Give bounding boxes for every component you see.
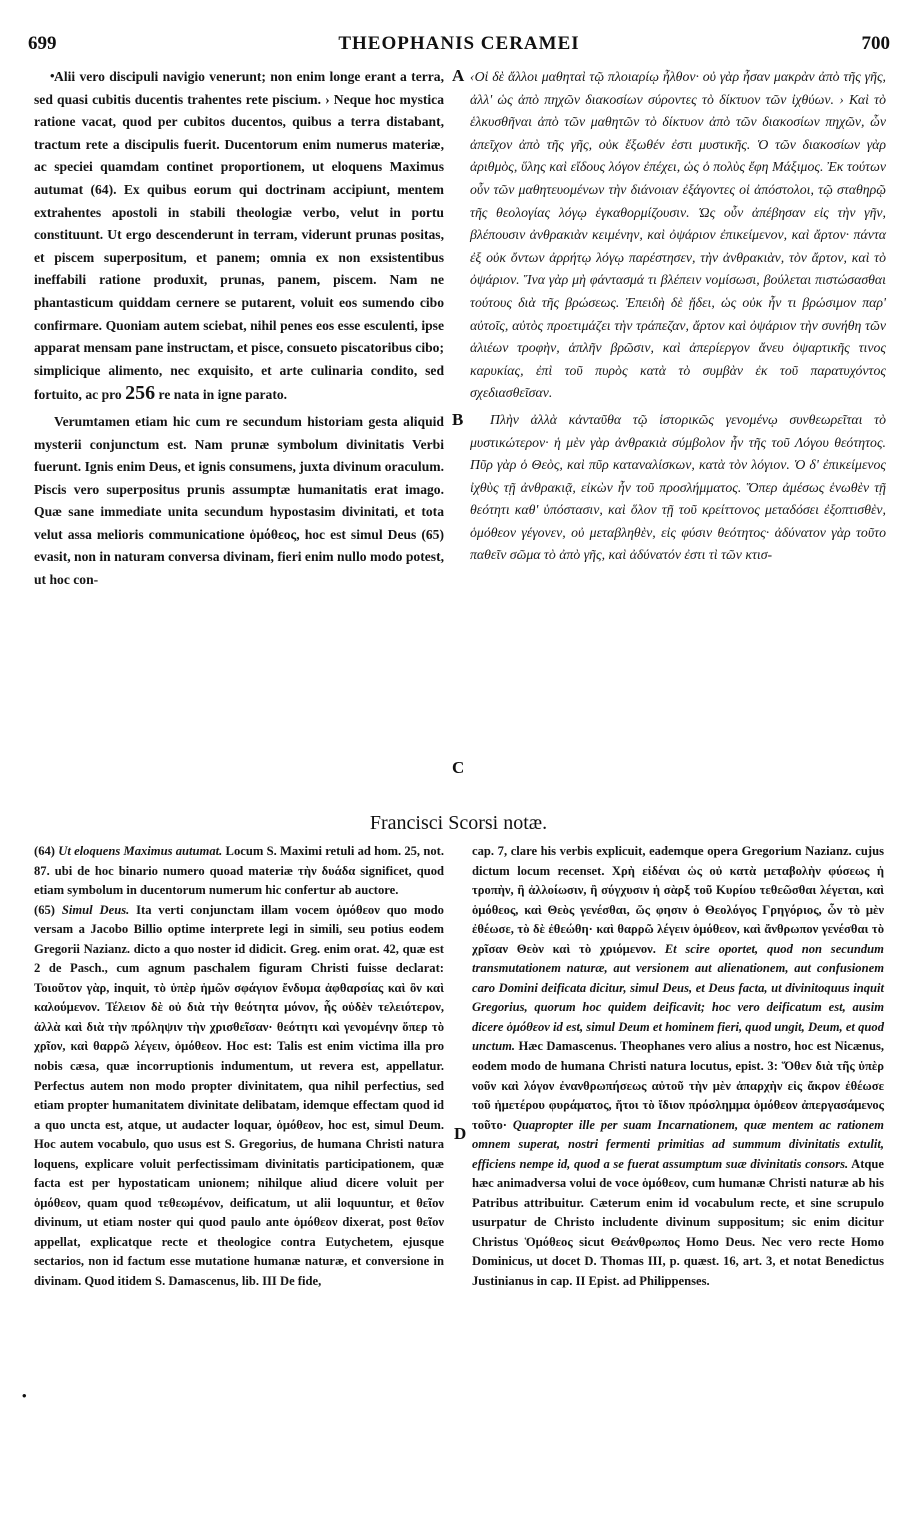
- note-text-e: Atque hæc animadversa volui de voce ὁμόθεον, cum humanæ Christi naturæ ab his Patribus attribuitur. Cæterum enim id vocabulum recte, et sine scrupulo usurpatur de Christo includente divinum suppositum; sic enim dicitur Christus Ὁμόθεος sicut Θεάνθρωπος Homo Deus. Nec vero recte Homo Dominicus, ut docet D. Thomas III, p. quæst. 16, art. 3, et notat Benedictus Justinianus in cap. II Epist. ad Philippenses.: [472, 1156, 884, 1289]
- latin-paragraph-2: Verumtamen etiam hic cum re secundum historiam gesta aliquid mysterii conjunctum est. Nam prunæ symbolum divinitatis Verbi fuerunt. Ignis enim Deus, et ignis consumens, juxta divinum oraculum. Piscis vero superpositus prunis assumptæ humanitatis erat imago. Quæ sane immediate unita secundum hypostasim divinitati, et tota velut assa melioris communicatione ὁμόθεος, hoc est simul Deus (65) evasit, non in naturam conversa divinam, fieri enim nullo modo potest, ut hoc con-: [34, 413, 444, 588]
- note-text-a: cap. 7, clare his verbis explicuit, eademque opera Gregorium Nazianz. cujus dictum locum recenset. Χρὴ εἰδέναι ὡς οὐ κατὰ μεταβολὴν φύσεως ἡ τροπὴν, ἢ ἀλλοίωσιν, ἢ σύγχυσιν ἡ σὰρξ τοῦ Κυρίου τεθεῶσθαι λέγεται, καὶ ὁμόθεος, καὶ Θεὸς γενέσθαι, ὥς φησιν ὁ Θεολόγος Γρηγόριος, ὧν τὸ μὲν ἐθέωσε, τὸ δὲ ἐθεώθη· καὶ θαρρῶ λέγειν ὁμόθεον, καὶ ἄνθρωπον γενέσθαι τὸ χρῖσαν Θεὸν καὶ τὸ χριόμενον.: [472, 844, 884, 956]
- latin-paragraph-1-text-a: Alii vero discipuli navigio venerunt; non enim longe erant a terra, sed quasi cubitis ducentis trahentes rete piscium. › Neque hoc mystica ratione vacat, quod per cubitos ducentos, quibus a terra distabant, tractum rete a discipulis fuerit. Ducentorum enim numerus materiæ, ac speciei quamdam continet proportionem, ut eloquens Maximus autumat (64). Ex quibus eorum qui doctrinam accipiunt, mentem extrahentes apostoli in stabili theologiæ verbo, velut in portu constituunt. Ut ergo descenderunt in terram, viderunt prunas positas, et piscem superpositum, et panem; omnia ex non exsistentibus ineffabili ratione produxit, prunas, panem, piscem. Nam ne phantasticum quiddam cernere se putarent, voluit eos sumendo cibo confirmare. Quoniam autem sciebat, nihil penes eos esse esculenti, ipse apparat mensam pane instructam, et pisce, consueto piscatoribus cibo; simplicique alimento, nec exquisito, et arte culinaria condito, sed fortuito, ac pro: [34, 69, 444, 403]
- page-number-left: 699: [28, 33, 57, 54]
- margin-letter-c: C: [452, 758, 465, 777]
- latin-column: [34, 66, 444, 592]
- bullet-mark: •: [50, 68, 55, 83]
- margin-letter-a: A: [452, 66, 465, 85]
- latin-paragraph-1: [34, 66, 444, 407]
- note-64-number: (64): [34, 844, 55, 858]
- note-64: [34, 842, 444, 901]
- note-64-lemma: Ut eloquens Maximus autumat.: [58, 844, 223, 858]
- note-text-b: Et scire oportet, quod non secundum transmutationem naturæ, aut versionem aut alienationem, aut confusionem caro Domini deificata dicitur, simul Deus, et Deus facta, ut divinitoquus inquit Gregorius, quorum hoc quidem deificavit; hoc vero deificatum est, ausim dicere ὁμόθεον id est, simul Deum et hominem fieri, quod ungit, Deum, et quod unctum.: [472, 941, 884, 1054]
- note-text-d: Quapropter ille per suam Incarnationem, quæ mentem ac rationem omnem superat, nostri fermenti primitias ad summum divinitatis extulit, efficiens nempe id, quod a se fuerat assumptum suæ divinitatis consors.: [472, 1117, 884, 1171]
- bullet-mark: •: [22, 1388, 27, 1403]
- greek-column: [470, 66, 886, 567]
- notes-heading: Francisci Scorsi notæ.: [369, 812, 548, 834]
- note-64-text: Locum S. Maximi retuli ad hom. 25, not. 87. ubi de hoc binario numero quoad materiæ τὴν δυάδα significet, quod etiam symbolum in ducentorum numerum hic confertur ab auctore.: [34, 844, 444, 898]
- note-65-lemma: Simul Deus.: [61, 902, 130, 917]
- note-text-c: Hæc Damascenus. Theophanes vero alius a nostro, hoc est Nicænus, eodem modo de humana Christi natura locutus, epist. 3: Ὅθεν διὰ τῆς ὑπὲρ νοῦν καὶ λόγον ἐνανθρωπήσεως αὐτοῦ τὴν μὲν ἀπαρχὴν εἰς ἄκρον ἐθέωσε τοῦ ἡμετέρου φυράματος, ἥτοι τὸ ἴδιον πρόσλημμα ὁμόθεον ἀπεργασάμενος τοῦτο·: [472, 1039, 884, 1132]
- latin-paragraph-1-text-b: re nata in igne parato.: [158, 387, 288, 403]
- greek-paragraph-2: Πλὴν ἀλλὰ κἀνταῦθα τῷ ἱστορικῶς γενομένῳ συνθεωρεῖται τὸ μυστικώτερον· ἡ μὲν γὰρ ἀνθρακιὰ σύμβολον ἦν τῆς τοῦ Λόγου θεότητος. Πῦρ γὰρ ὁ Θεὸς, καὶ πῦρ καταναλίσκων, κατὰ τὸν λόγιον. Ὁ δ' ἐπικείμενος ἰχθὺς τῇ ἀνθρακιᾷ, εἰκὼν ἦν τοῦ προσλήμματος. Ὅπερ ἀμέσως ἑνωθὲν τῇ θεότητι καθ' ὑπόστασιν, καὶ ὅλον τῇ τοῦ κρείττονος μεταδόσει ἐξοπτισθὲν, ὁμόθεον γέγονεν, οὐ μεταβληθὲν, εἰς φύσιν θεότητος· ἀδύνατον γὰρ τοῦτο παθεῖν σῶμα τὸ ἀπὸ γῆς, καὶ ἀδύνατόν ἐστι τὶ τῶν κτισ-: [470, 411, 886, 563]
- greek-paragraph-1: ‹Οἱ δὲ ἄλλοι μαθηταὶ τῷ πλοιαρίῳ ἦλθον· οὐ γὰρ ἦσαν μακρὰν ἀπὸ τῆς γῆς, ἀλλ' ὡς ἀπὸ πηχῶν διακοσίων σύροντες τὸ δίκτυον τῶν ἰχθύων. › Καὶ τὸ ἑλκυσθῆναι ἀπὸ τῶν μαθητῶν τὸ δίκτυον ἀπὸ τῶν διακοσίων πηχῶν, ὧν ἀπεῖχον ἀπὸ τῆς γῆς, οὐκ ἔξωθέν ἐστι μυστικῆς. Ὁ τῶν διακοσίων γὰρ ἀριθμὸς, ὕλης καὶ εἴδους λόγον ἐπέχει, ὡς ὁ πολὺς ἔφη Μάξιμος. Ἐκ τούτων οὖν τῶν μαθητευομένων τὴν διάνοιαν ἐξάγοντες οἱ ἀπόστολοι, τῷ σταθηρῷ τῆς θεολογίας λόγῳ ἐγκαθορμίζουσιν. Ὡς οὖν ἀπέβησαν εἰς τὴν γῆν, βλέπουσιν ἀνθρακιὰν κειμένην, καὶ ὀψάριον ἐπικείμενον, καὶ ἄρτον· πάντα ἐξ οὐκ ὄντων ἀρρήτῳ λόγῳ παρέστησεν, τὴν ἀνθρακιὰν, τὸν ἄρτον, καὶ τὸ ὀψάριον. Ἵνα γὰρ μὴ φάντασμά τι βλέπειν νομίσωσι, βούλεται πιστώσασθαι τούτους διὰ τῆς βρώσεως. Ἐπειδὴ δὲ ᾔδει, ὡς οὐκ ἦν τι βρώσιμον παρ' αὐτοῖς, αὐτὸς προετιμάζει τὴν τράπεζαν, ἄρτον καὶ ὀψάριον τὴν συνήθη τῶν ἁλιέων τροφὴν, ἁπλῆν βρῶσιν, καὶ ἀπερίεργον ἄνευ ὀψαρτικῆς τινος καρυκίας, ἐπὶ τοῦ πυρὸς κατὰ τὸ συμβὰν ἐκ τοῦ παρατυχόντος σχεδιασθεῖσαν.: [470, 69, 886, 401]
- notes-right-column: [472, 842, 884, 1292]
- notes-left-column: [34, 842, 444, 1292]
- margin-letter-d: D: [454, 1124, 467, 1143]
- note-65-number: (65): [34, 902, 55, 917]
- column-number-marker: 256: [125, 382, 156, 405]
- note-continuation: [472, 842, 884, 1292]
- note-65: [34, 901, 444, 1292]
- running-header: [28, 32, 890, 56]
- margin-letter-b: B: [452, 410, 464, 429]
- note-65-text: Ita verti conjunctam illam vocem ὁμόθεον quo modo versam a Jacobo Billio optime interprete legi in simili, seu potius eodem Gregorii Nazianz. dicto a quo noster id didicit. Greg. enim orat. 42, quæ est 2 de Pasch., cum agnum paschalem figuram Christi fuisse declarat: Τοιοῦτον γὰρ, inquit, τὸ ὑπὲρ ἡμῶν σφάγιον ἔνδυμα ἀφθαρσίας καὶ ὂν καὶ καλούμενον. Τέλειον δὲ οὐ διὰ τὴν θεότητα μόνον, ἧς οὐδὲν τελειότερον, ἀλλὰ καὶ διὰ τὴν πρόληψιν τὴν χρισθεῖσαν· θεότητι καὶ γενομένην ὅπερ τὸ χρῖον, καὶ θαρρῶ λέγειν, ὁμόθεον. Hoc est: Talis est enim victima illa pro nobis cæsa, quæ incorruptionis indumentum, ut revera est, appellatur. Perfectus autem non modo propter divinitatem, qua nihil perfectius, sed etiam propter humanitatem divinitate delibatam, idemque effectam quod id a quo uncta est, atque, ut audacter loquar, ὁμόθεον, hoc est, simul Deum. Hoc autem vocabulo, quo usus est S. Gregorius, de humana Christi natura loquens, explicare voluit perfectissimam divinitatis participationem, quæ facta est per hypostaticam unionem; nihilque aliud dicere voluit per ὁμόθεον, quam quod τεθεωμένον, deificatum, ut alii loquuntur, et θεῖον divinum, ut etiam noster qui quod paulo ante ὁμόθεον dixerat, post θεῖον appellat, explicatque recte et theologice contra Eutychetem, ejusque sectarios, non id factum esse mutatione humanæ naturæ, et conversione in divinam. Quod itidem S. Damascenus, lib. III De fide,: [34, 902, 444, 1289]
- running-title: THEOPHANIS CERAMEI: [338, 33, 580, 54]
- page-number-right: 700: [861, 33, 890, 54]
